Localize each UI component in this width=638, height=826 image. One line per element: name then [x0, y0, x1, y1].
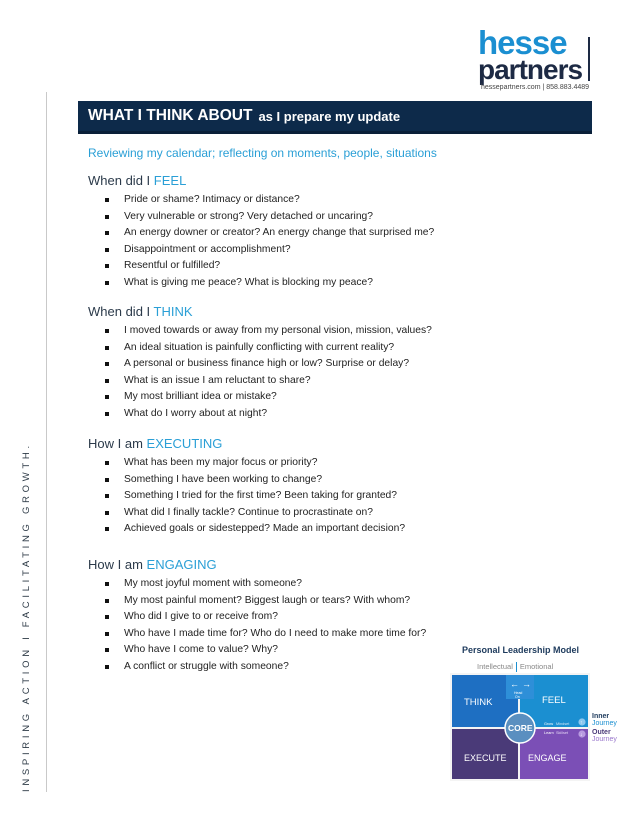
down-arrow-glyph: ↓ [580, 732, 583, 738]
section-accent: THINK [153, 304, 193, 319]
list-item: Something I have been working to change? [88, 472, 405, 489]
inner-word: Inner [592, 713, 610, 720]
side-tagline: INSPIRING ACTION I FACILITATING GROWTH. [21, 442, 32, 792]
section-accent: FEEL [153, 173, 187, 188]
leadership-model-diagram [450, 673, 590, 781]
logo-bar [588, 37, 590, 81]
journey-word: Journey [592, 736, 617, 743]
list-item: Achieved goals or sidestepped? Made an important decision? [88, 521, 405, 538]
outer-journey-label [592, 729, 617, 743]
list-item: Something I tried for the first time? Been taking for granted? [88, 488, 405, 505]
outer-word: Outer [592, 729, 611, 736]
section-accent: EXECUTING [146, 436, 223, 451]
head-label: Head [514, 691, 523, 695]
learn-label: Learn [544, 731, 554, 735]
section-prefix: How I am [88, 436, 143, 451]
section-accent: ENGAGING [146, 557, 217, 572]
list-item: An ideal situation is painfully conflicting with current reality? [88, 340, 432, 357]
left-arrow-icon: ← [510, 679, 519, 689]
list-item: Pride or shame? Intimacy or distance? [88, 192, 434, 209]
feel-label: FEEL [542, 695, 566, 706]
list-item: My most joyful moment with someone? [88, 576, 426, 593]
model-axis-labels [477, 662, 553, 672]
banner-title: WHAT I THINK ABOUT [88, 107, 253, 124]
on-label: On [515, 695, 520, 699]
axis-separator [516, 662, 517, 672]
mindset-label: Mindset [556, 722, 570, 726]
emotional-label: Emotional [519, 662, 554, 671]
section-heading [88, 303, 432, 321]
list-item: Very vulnerable or strong? Very detached or uncaring? [88, 209, 434, 226]
logo-hesse: hesse [478, 24, 567, 61]
logo-partners: partners [478, 54, 583, 85]
section-heading [88, 435, 405, 453]
list-item: My most painful moment? Biggest laugh or tears? With whom? [88, 593, 426, 610]
section-heading [88, 556, 426, 574]
section-think [88, 303, 432, 423]
model-title: Personal Leadership Model [462, 645, 580, 655]
list-item: Resentful or fulfilled? [88, 258, 434, 275]
title-banner [78, 101, 592, 134]
list-item: I moved towards or away from my personal vision, mission, values? [88, 323, 432, 340]
banner-subtitle: as I prepare my update [258, 108, 401, 124]
execute-label: EXECUTE [464, 753, 507, 763]
list-item: Who have I made time for? Who do I need to make more time for? [88, 626, 426, 643]
think-label: THINK [464, 697, 493, 708]
page-subtitle: Reviewing my calendar; reflecting on moments, people, situations [88, 146, 437, 160]
skillset-label: Skillset [556, 731, 569, 735]
list-item: A personal or business finance high or low? Surprise or delay? [88, 356, 432, 373]
grow-label: Grow [544, 722, 554, 726]
up-arrow-glyph: ↑ [580, 720, 583, 726]
inner-journey-label [592, 713, 617, 727]
engage-label: ENGAGE [528, 753, 567, 763]
list-item: What is giving me peace? What is blocking my peace? [88, 275, 434, 292]
list-item: My most brilliant idea or mistake? [88, 389, 432, 406]
list-item: What is an issue I am reluctant to share? [88, 373, 432, 390]
list-item: Who did I give to or receive from? [88, 609, 426, 626]
list-item: What did I finally tackle? Continue to procrastinate on? [88, 505, 405, 522]
right-arrow-icon: → [522, 679, 531, 689]
section-feel [88, 172, 434, 292]
list-item: Who have I come to value? Why? [88, 642, 426, 659]
list-item: An energy downer or creator? An energy change that surprised me? [88, 225, 434, 242]
section-prefix: When did I [88, 173, 151, 188]
logo-contact: hessepartners.com | 858.883.4489 [481, 84, 590, 91]
section-prefix: How I am [88, 557, 143, 572]
section-engaging [88, 556, 426, 676]
core-label: CORE [508, 723, 533, 733]
section-executing [88, 435, 405, 538]
list-item: A conflict or struggle with someone? [88, 659, 426, 676]
section-heading [88, 172, 434, 190]
section-prefix: When did I [88, 304, 151, 319]
side-divider [46, 92, 47, 792]
list-item: What has been my major focus or priority? [88, 455, 405, 472]
intellectual-label: Intellectual [477, 662, 513, 671]
journey-word: Journey [592, 720, 617, 727]
list-item: Disappointment or accomplishment? [88, 242, 434, 259]
list-item: What do I worry about at night? [88, 406, 432, 423]
